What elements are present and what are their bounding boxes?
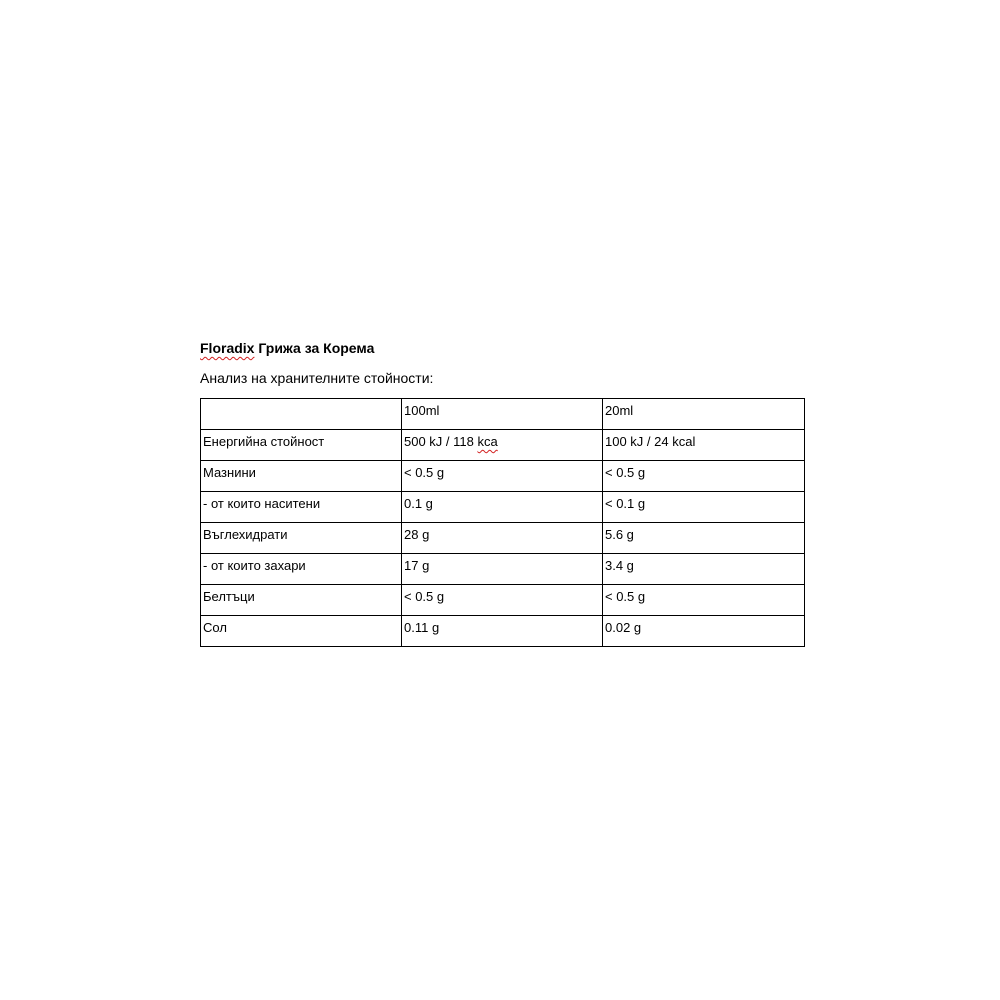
value-per-20ml: 5.6 g	[603, 523, 805, 554]
table-row	[201, 523, 805, 554]
nutrient-label: Въглехидрати	[201, 523, 402, 554]
value-per-20ml: 100 kJ / 24 kcal	[603, 430, 805, 461]
table-row	[201, 616, 805, 647]
value-per-100ml: < 0.5 g	[402, 585, 603, 616]
nutrient-label: Енергийна стойност	[201, 430, 402, 461]
header-cell-100ml: 100ml	[402, 399, 603, 430]
value-per-20ml: 0.02 g	[603, 616, 805, 647]
value-per-20ml: < 0.1 g	[603, 492, 805, 523]
nutrition-subtitle: Анализ на хранителните стойности:	[200, 370, 434, 386]
product-brand: Floradix	[200, 340, 255, 356]
product-title	[200, 338, 804, 358]
table-row	[201, 461, 805, 492]
nutrient-label: - от които наситени	[201, 492, 402, 523]
table-row	[201, 430, 805, 461]
table-header-row	[201, 399, 805, 430]
nutrient-label: Белтъци	[201, 585, 402, 616]
value-per-100ml: 28 g	[402, 523, 603, 554]
nutrient-label: Мазнини	[201, 461, 402, 492]
nutrient-label: Сол	[201, 616, 402, 647]
document-body	[200, 338, 804, 635]
value-per-100ml: 0.11 g	[402, 616, 603, 647]
header-cell-20ml: 20ml	[603, 399, 805, 430]
table-row	[201, 492, 805, 523]
value-per-100ml: < 0.5 g	[402, 461, 603, 492]
value-per-20ml: < 0.5 g	[603, 461, 805, 492]
value-per-20ml: < 0.5 g	[603, 585, 805, 616]
value-per-100ml: 0.1 g	[402, 492, 603, 523]
value-per-100ml: 17 g	[402, 554, 603, 585]
value-per-20ml: 3.4 g	[603, 554, 805, 585]
table-row	[201, 554, 805, 585]
product-name: Грижа за Корема	[254, 340, 375, 356]
value-per-100ml	[402, 430, 603, 461]
header-cell-empty	[201, 399, 402, 430]
value-text: 500 kJ / 118	[404, 434, 478, 449]
table-row	[201, 585, 805, 616]
spellcheck-flagged-text: kca	[477, 434, 498, 449]
nutrition-table	[200, 398, 805, 647]
nutrient-label: - от които захари	[201, 554, 402, 585]
